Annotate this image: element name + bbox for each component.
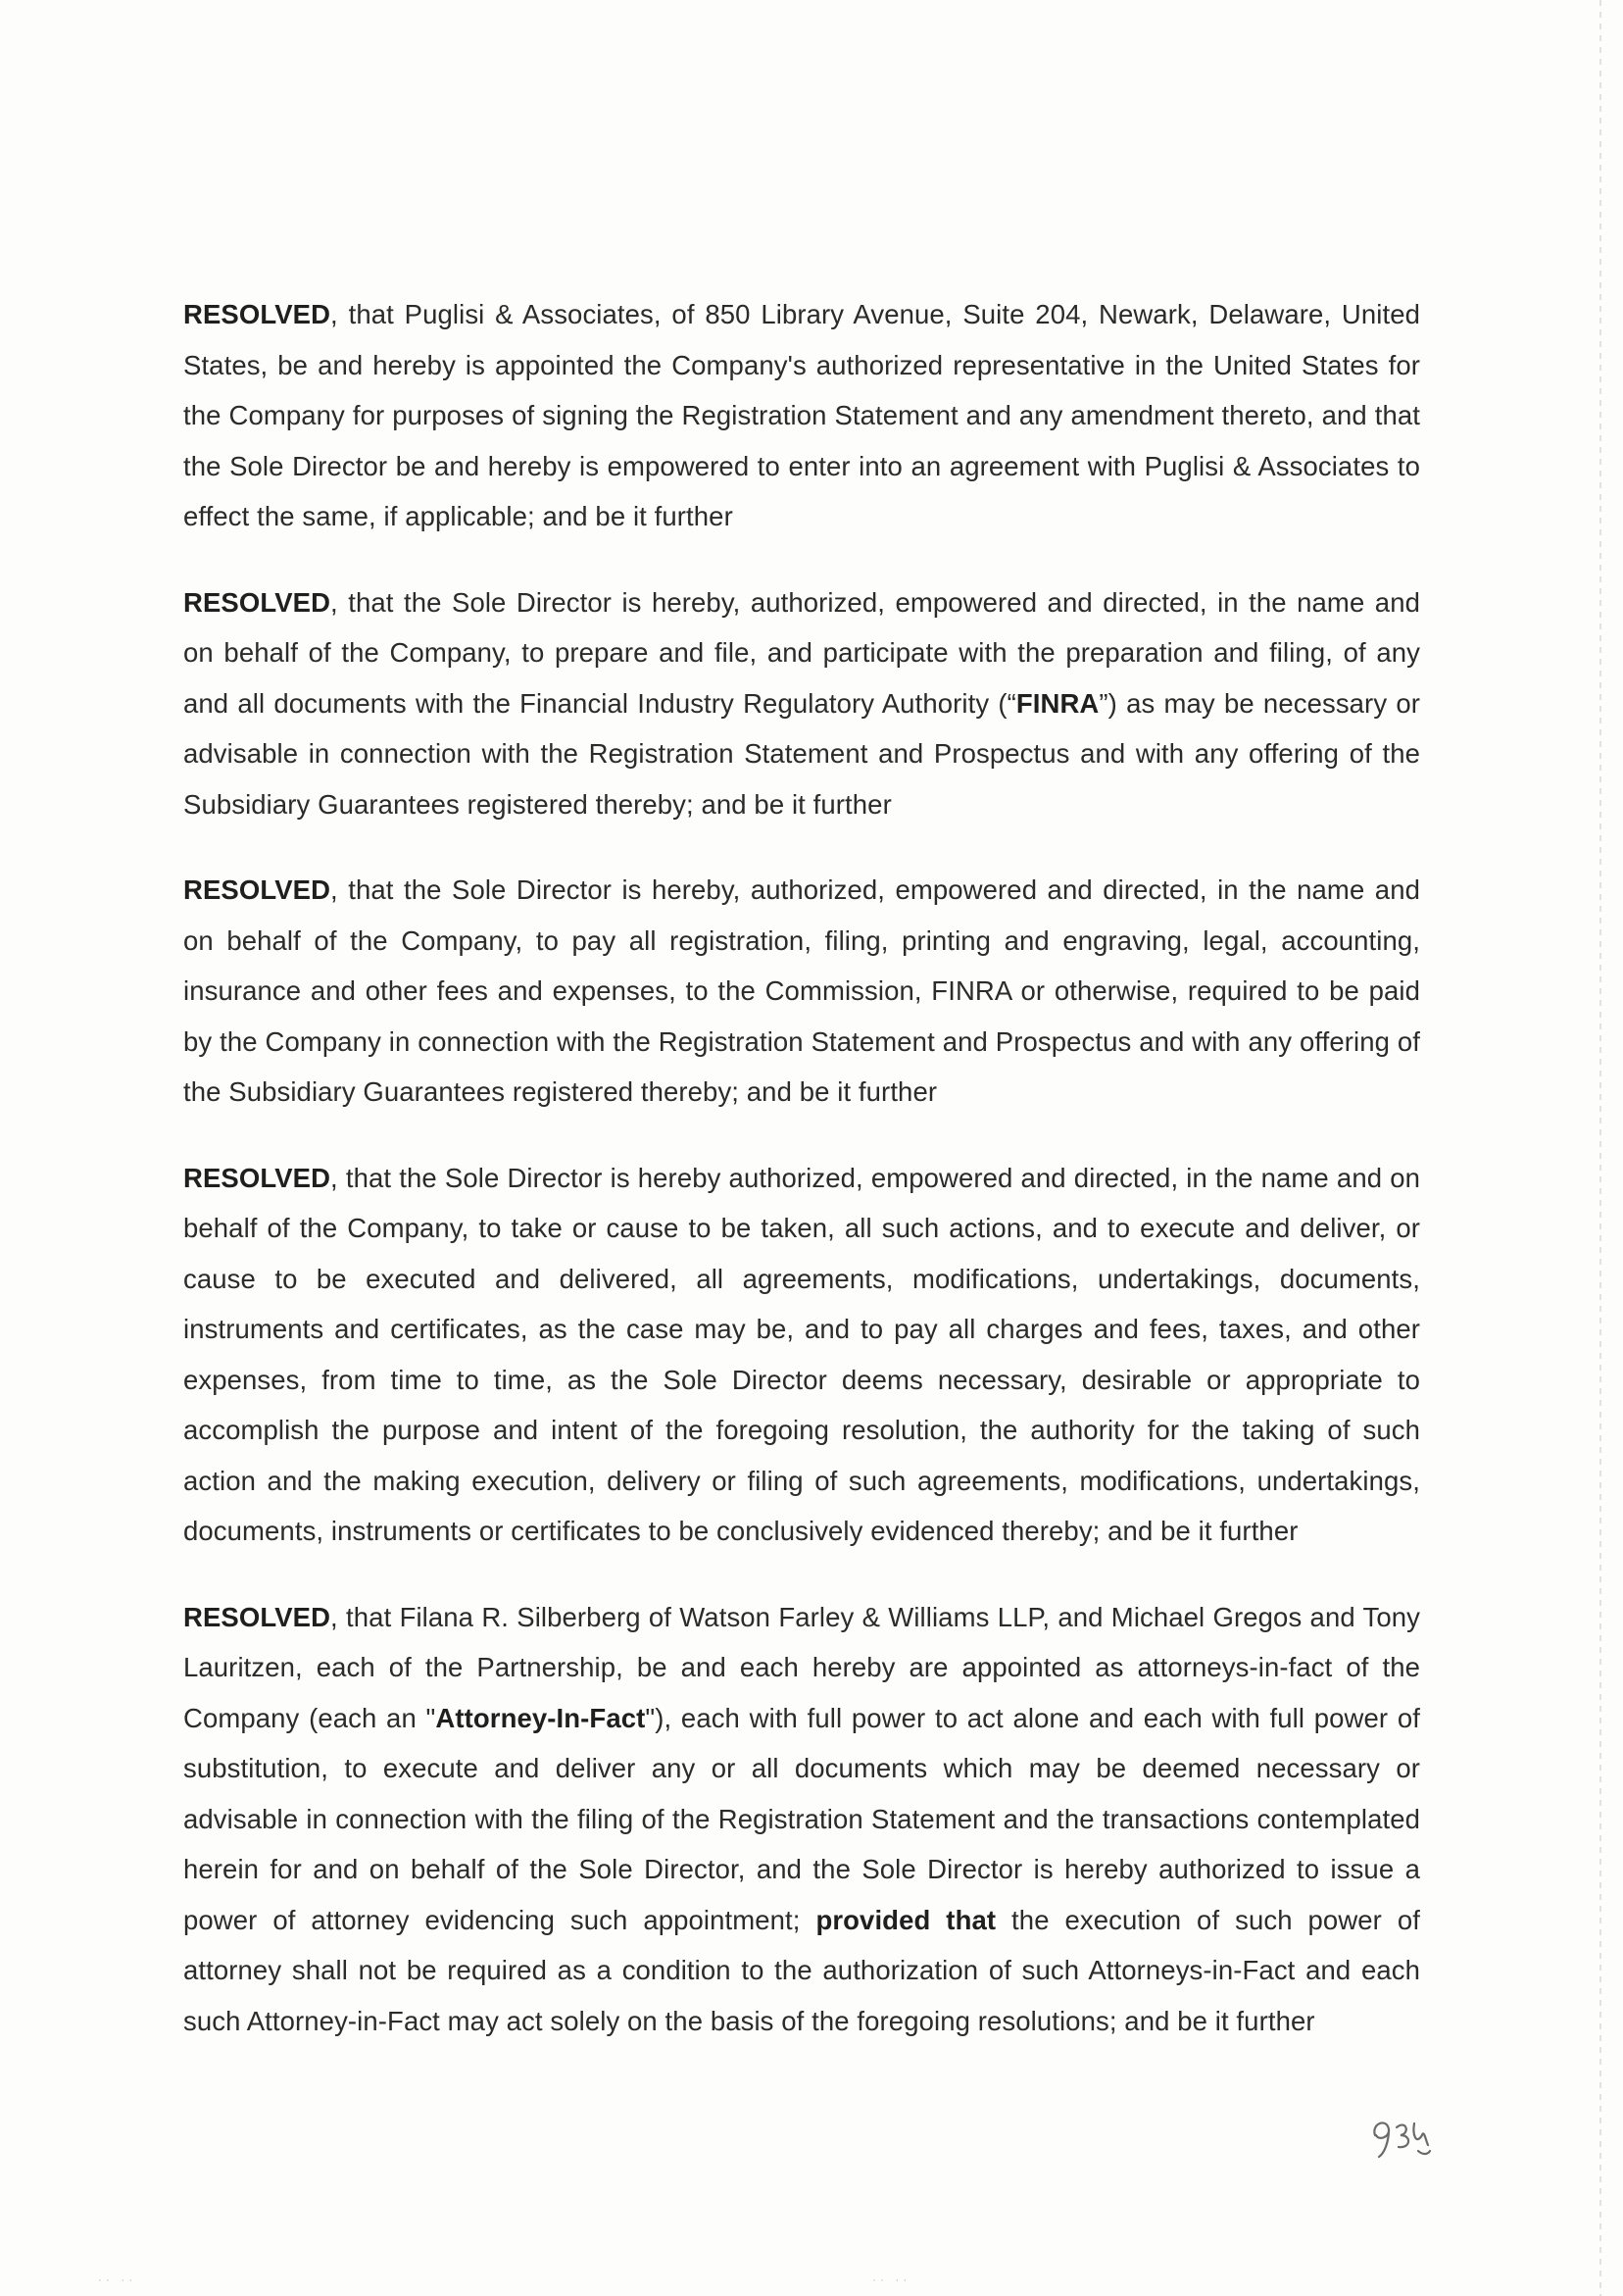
resolutions-body (183, 289, 1420, 2081)
resolved-label: RESOLVED (183, 586, 331, 618)
resolution-paragraph-1 (183, 289, 1420, 542)
paragraph-text: , that the Sole Director is hereby, authorized, empowered and directed, in the name and on behalf of the Company, to pay all registration, filing, printing and engraving, legal, accounting, insurance and other fees and expenses, to the Commission, FINRA or otherwise, required to be paid by the Company in connection with the Registration Statement and Prospectus and with any offering of the Subsidiary Guarantees registered thereby; and be it further (183, 874, 1420, 1107)
resolution-paragraph-4 (183, 1153, 1420, 1557)
resolution-paragraph-5 (183, 1592, 1420, 2047)
resolution-paragraph-2 (183, 577, 1420, 830)
resolution-paragraph-3 (183, 865, 1420, 1118)
defined-term-finra: FINRA (1015, 687, 1100, 719)
scan-edge-artifact (1599, 0, 1601, 2296)
paragraph-text: , that Filana R. Silberberg of Watson Farley & Williams LLP, and Michael Gregos and Tony Lauritzen, each of the Partnership, be and each hereby are appointed as attorneys-in-fact of the Company (each an " (183, 1601, 1420, 1733)
paragraph-text: , that the Sole Director is hereby authorized, empowered and directed, in the name and on behalf of the Company, to take or cause to be taken, all such actions, and to execute and deliver, or cause to be executed and delivered, all agreements, modifications, undertakings, documents, instruments and certificates, as the case may be, and to pay all charges and fees, taxes, and other expenses, from time to time, as the Sole Director deems necessary, desirable or appropriate to accomplish the purpose and intent of the foregoing resolution, the authority for the taking of such action and the making execution, delivery or filing of such agreements, modifications, undertakings, documents, instruments or certificates to be conclusively evidenced thereby; and be it further (183, 1162, 1420, 1546)
defined-term-attorney-in-fact: Attorney-In-Fact (435, 1702, 646, 1733)
resolved-label: RESOLVED (183, 1162, 331, 1193)
paragraph-text: , that Puglisi & Associates, of 850 Library Avenue, Suite 204, Newark, Delaware, United States, be and hereby is appointed the Company's authorized representative in the United States for the Company for purposes of signing the Registration Statement and any amendment thereto, and that the Sole Director be and hereby is empowered to enter into an agreement with Puglisi & Associates to effect the same, if applicable; and be it further (183, 299, 1420, 531)
paragraph-text: the execution of such power of attorney shall not be required as a condition to the authorization of such Attorneys-in-Fact and each such Attorney-in-Fact may act solely on the basis of the foregoing resolutions; and be it further (183, 1904, 1421, 2036)
resolved-label: RESOLVED (183, 874, 331, 905)
paragraph-text: , that the Sole Director is hereby, authorized, empowered and directed, in the name and on behalf of the Company, to prepare and file, and participate with the preparation and filing, of any and all documents with the Financial Industry Regulatory Authority (“ (183, 586, 1420, 719)
paragraph-text: "), each with full power to act alone and each with full power of substitution, to execute and deliver any or all documents which may be deemed necessary or advisable in connection with the filing of the Registration Statement and the transactions contemplated herein for and on behalf of the Sole Director, and the Sole Director is hereby authorized to issue a power of attorney evidencing such appointment; (183, 1702, 1420, 1935)
proviso-term: provided that (815, 1904, 997, 1935)
scan-dots-left: ·· ·· (98, 2272, 137, 2286)
paragraph-text: ”) as may be necessary or advisable in connection with the Registration Statement and Prospectus and with any offering of the Subsidiary Guarantees registered thereby; and be it further (183, 687, 1420, 820)
handwritten-initials (1367, 2106, 1436, 2165)
resolved-label: RESOLVED (183, 299, 331, 329)
scan-dots-center: ·· ·· (872, 2272, 911, 2286)
resolved-label: RESOLVED (183, 1601, 331, 1632)
